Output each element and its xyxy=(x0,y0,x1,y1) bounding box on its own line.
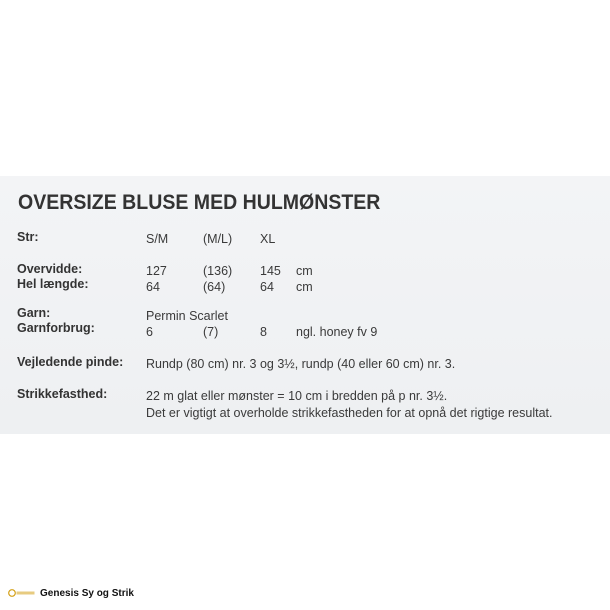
yarn-usage-unit: ngl. honey fv 9 xyxy=(296,325,378,339)
length-unit: cm xyxy=(296,280,313,294)
gauge-line-1: 22 m glat eller mønster = 10 cm i bredden på p nr. 3½. xyxy=(146,389,448,403)
length-value-sm: 64 xyxy=(146,280,160,294)
gauge-label: Strikkefasthed: xyxy=(17,387,108,401)
footer-brand-name: Genesis Sy og Strik xyxy=(40,587,134,599)
genesis-logo-icon xyxy=(8,588,36,598)
width-label: Overvidde: xyxy=(17,262,83,276)
yarn-name: Permin Scarlet xyxy=(146,309,228,323)
width-value-xl: 145 xyxy=(260,264,281,278)
needles-text: Rundp (80 cm) nr. 3 og 3½, rundp (40 eller 60 cm) nr. 3. xyxy=(146,357,456,371)
width-value-sm: 127 xyxy=(146,264,167,278)
yarn-usage-ml: (7) xyxy=(203,325,219,339)
gauge-line-2: Det er vigtigt at overholde strikkefastheden for at opnå det rigtige resultat. xyxy=(146,406,553,420)
size-sm: S/M xyxy=(146,232,169,246)
size-ml: (M/L) xyxy=(203,232,233,246)
width-unit: cm xyxy=(296,264,313,278)
length-value-xl: 64 xyxy=(260,280,274,294)
footer-branding xyxy=(8,586,134,600)
yarn-usage-xl: 8 xyxy=(260,325,267,339)
yarn-label: Garn: xyxy=(17,306,51,320)
size-xl: XL xyxy=(260,232,276,246)
needles-label: Vejledende pinde: xyxy=(17,355,124,369)
yarn-usage-label: Garnforbrug: xyxy=(17,321,95,335)
length-value-ml: (64) xyxy=(203,280,226,294)
pattern-title: OVERSIZE BLUSE MED HULMØNSTER xyxy=(18,191,381,214)
yarn-usage-sm: 6 xyxy=(146,325,153,339)
width-value-ml: (136) xyxy=(203,264,233,278)
size-label: Str: xyxy=(17,230,39,244)
length-label: Hel længde: xyxy=(17,277,89,291)
